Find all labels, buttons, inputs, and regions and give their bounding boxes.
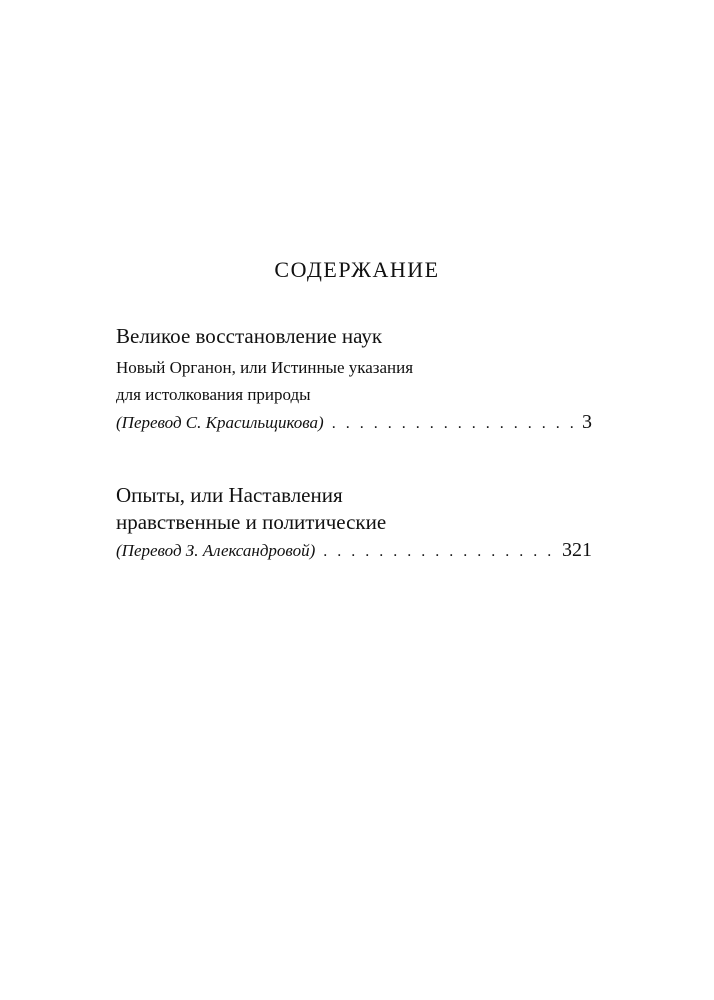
toc-entry-page-number: 3: [582, 411, 592, 433]
toc-entry-line: [116, 408, 592, 438]
toc-entry-line: [116, 536, 592, 566]
dot-leader: [332, 410, 578, 438]
toc-entry-page-number: 321: [562, 539, 592, 561]
toc-entry: [116, 482, 592, 566]
toc-entry-subtitle: для истолкования природы: [116, 385, 311, 404]
dot-leader: [323, 538, 558, 566]
page-title: СОДЕРЖАНИЕ: [274, 257, 440, 282]
toc-entry-subtitle: Новый Органон, или Истинные указания: [116, 358, 414, 377]
toc-entry-translator: (Перевод З. Александровой): [116, 541, 316, 560]
toc-entry-title: Великое восстановление наук: [116, 324, 383, 348]
toc-entry: [116, 322, 592, 438]
toc-entry-title: нравственные и политические: [116, 510, 387, 534]
toc-entry-translator: (Перевод С. Красильщикова): [116, 413, 324, 432]
toc-entry-title: Опыты, или Наставления: [116, 483, 343, 507]
